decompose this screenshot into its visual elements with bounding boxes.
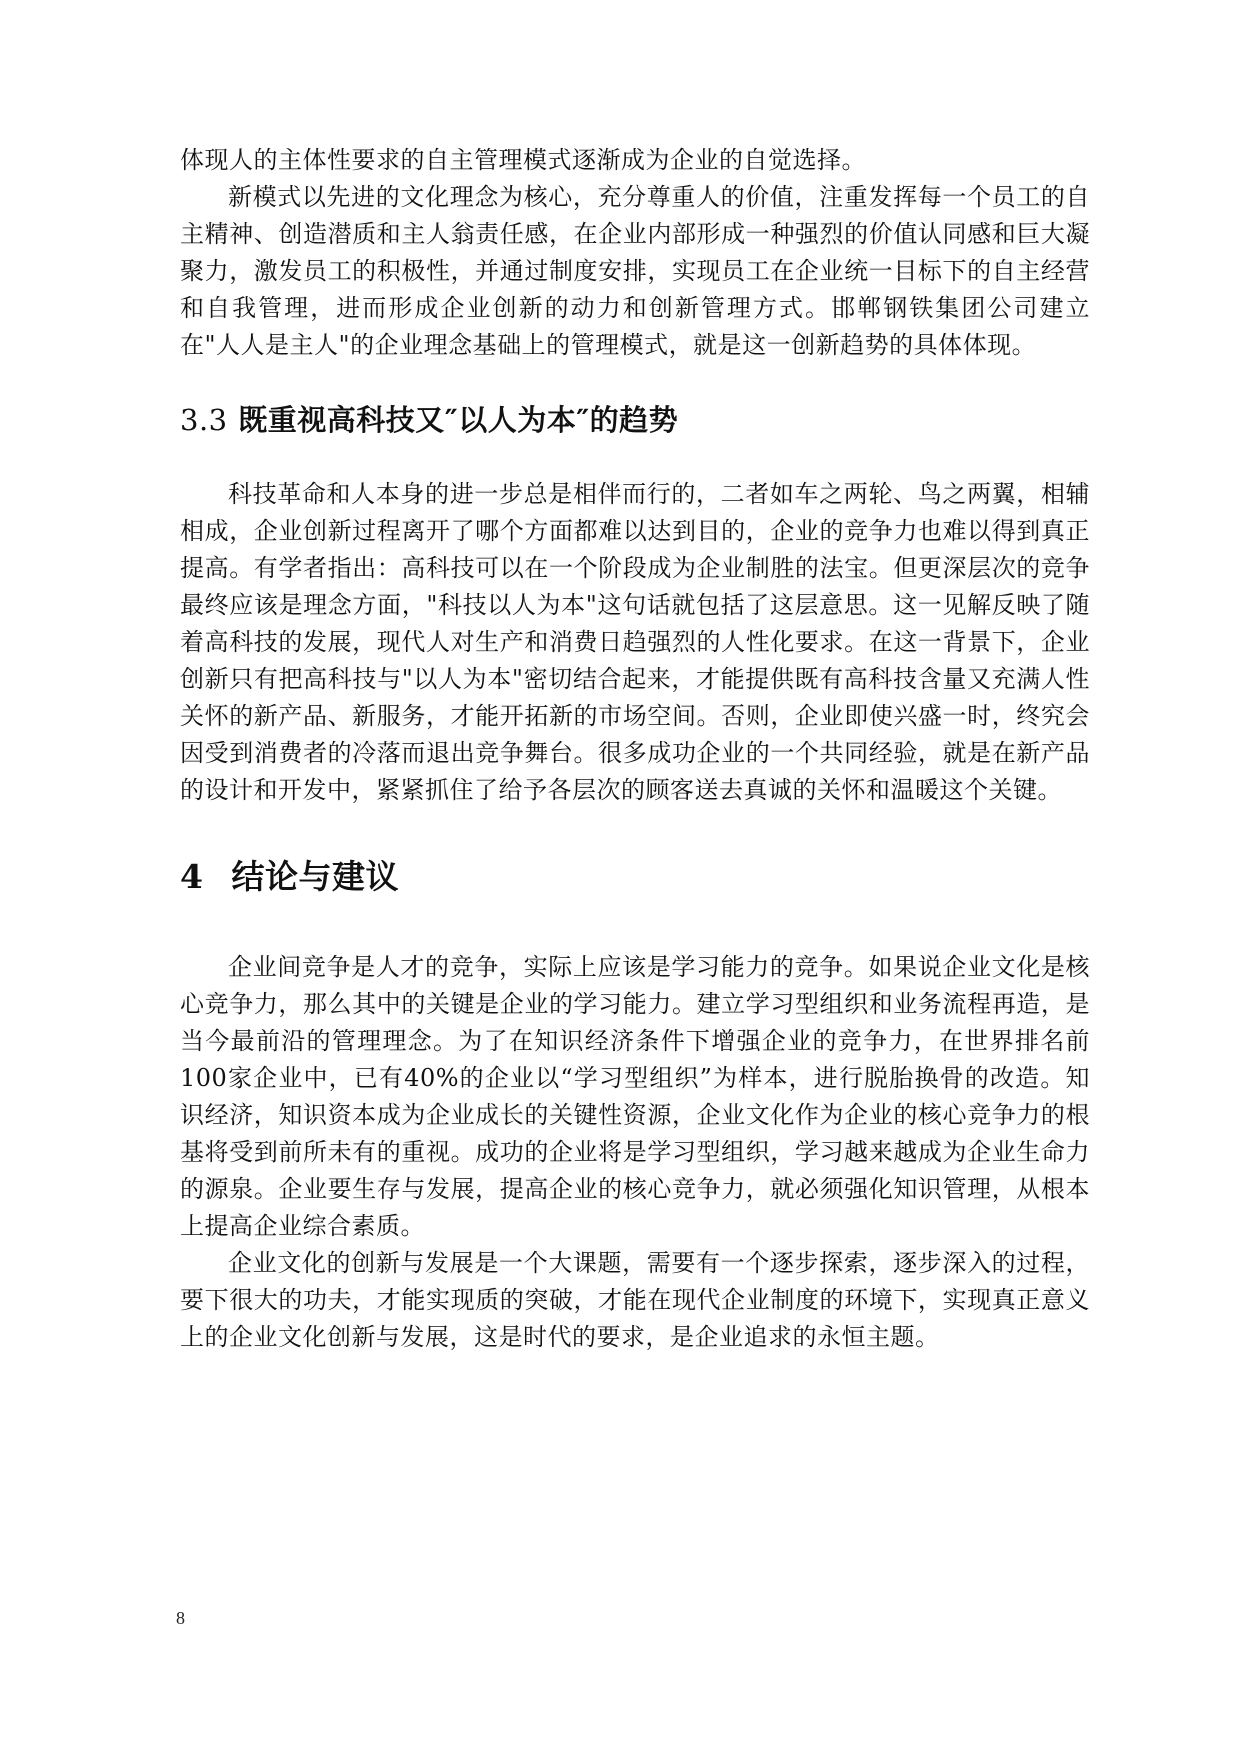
- section-title: 结论与建议: [231, 857, 399, 896]
- paragraph-learning-competition: 企业间竞争是人才的竞争，实际上应该是学习能力的竞争。如果说企业文化是核心竞争力，那么其中的关键是企业的学习能力。建立学习型组织和业务流程再造，是当今最前沿的管理理念。为了在知识经济条件下增强企业的竞争力，在世界排名前100家企业中，已有40%的企业以“学习型组织”为样本，进行脱胎换骨的改造。知识经济，知识资本成为企业成长的关键性资源，企业文化作为企业的核心竞争力的根基将受到前所未有的重视。成功的企业将是学习型组织，学习越来越成为企业生命力的源泉。企业要生存与发展，提高企业的核心竞争力，就必须强化知识管理，从根本上提高企业综合素质。: [180, 953, 1090, 1240]
- section-number: 3.3: [180, 403, 228, 437]
- section-heading-4: [180, 855, 1090, 899]
- document-body: [180, 142, 1090, 1356]
- paragraph-tech-and-people: 科技革命和人本身的进一步总是相伴而行的，二者如车之两轮、鸟之两翼，相辅相成，企业创新过程离开了哪个方面都难以达到目的，企业的竞争力也难以得到真正提高。有学者指出：高科技可以在一个阶段成为企业制胜的法宝。但更深层次的竞争最终应该是理念方面，"科技以人为本"这句话就包括了这层意思。这一见解反映了随着高科技的发展，现代人对生产和消费日趋强烈的人性化要求。在这一背景下，企业创新只有把高科技与"以人为本"密切结合起来，才能提供既有高科技含量又充满人性关怀的新产品、新服务，才能开拓新的市场空间。否则，企业即使兴盛一时，终究会因受到消费者的冷落而退出竞争舞台。很多成功企业的一个共同经验，就是在新产品的设计和开发中，紧紧抓住了给予各层次的顾客送去真诚的关怀和温暖这个关键。: [180, 480, 1090, 804]
- page-number: 8: [176, 1608, 185, 1628]
- section-heading-3-3: [180, 400, 1090, 440]
- paragraph-new-model: 新模式以先进的文化理念为核心，充分尊重人的价值，注重发挥每一个员工的自主精神、创造潜质和主人翁责任感，在企业内部形成一种强烈的价值认同感和巨大凝聚力，激发员工的积极性，并通过制度安排，实现员工在企业统一目标下的自主经营和自我管理，进而形成企业创新的动力和创新管理方式。邯郸钢铁集团公司建立在"人人是主人"的企业理念基础上的管理模式，就是这一创新趋势的具体体现。: [180, 183, 1090, 359]
- section-number: 4: [180, 857, 204, 896]
- paragraph-culture-innovation: 企业文化的创新与发展是一个大课题，需要有一个逐步探索，逐步深入的过程，要下很大的功夫，才能实现质的突破，才能在现代企业制度的环境下，实现真正意义上的企业文化创新与发展，这是时代的要求，是企业追求的永恒主题。: [180, 1249, 1090, 1351]
- paragraph-continuation: 体现人的主体性要求的自主管理模式逐渐成为企业的自觉选择。: [180, 146, 866, 174]
- section-title: 既重视高科技又″以人为本″的趋势: [238, 403, 679, 437]
